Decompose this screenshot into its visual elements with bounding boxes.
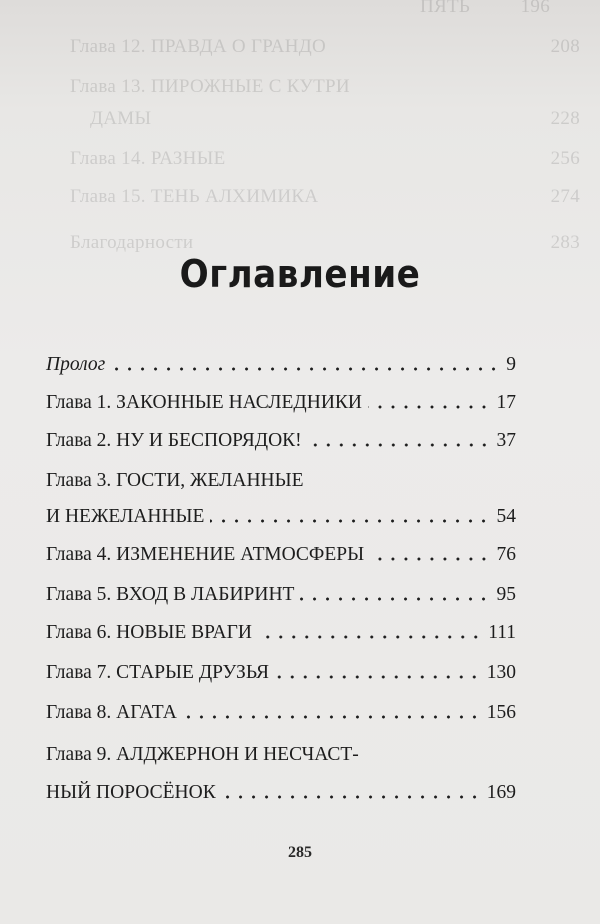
toc-entry-page: 130 — [486, 662, 516, 683]
toc-entry-label: Глава 8. АГАТА — [46, 702, 177, 723]
ghost-line-4: Глава 14. РАЗНЫЕ 256 — [70, 148, 580, 169]
toc-entry-prologue — [46, 348, 516, 378]
toc-entry-chapter-2 — [46, 424, 516, 454]
dot-leader — [368, 396, 491, 410]
toc-entry-label: Глава 6. НОВЫЕ ВРАГИ — [46, 622, 252, 643]
toc-entry-label: Глава 4. ИЗМЕНЕНИЕ АТМОСФЕРЫ — [46, 544, 365, 565]
toc-entry-chapter-1 — [46, 386, 516, 416]
dot-leader — [210, 510, 490, 524]
dot-leader — [258, 626, 482, 640]
toc-entry-chapter-6 — [46, 616, 516, 646]
toc-entry-label: И НЕЖЕЛАННЫЕ — [46, 506, 205, 527]
toc-entry-chapter-9-line-1: Глава 9. АЛДЖЕРНОН И НЕСЧАСТ- — [46, 744, 359, 765]
toc-entry-chapter-8 — [46, 696, 516, 726]
toc-entry-label: НЫЙ ПОРОСЁНОК — [46, 782, 216, 803]
page-number: 285 — [288, 844, 312, 861]
toc-entry-label: Пролог — [46, 354, 106, 375]
dot-leader — [300, 588, 490, 602]
toc-entry-page: 156 — [486, 702, 516, 723]
dot-leader — [111, 358, 500, 372]
ghost-line-1: Глава 12. ПРАВДА О ГРАНДО 208 — [70, 36, 580, 57]
dot-leader — [183, 706, 481, 720]
toc-entry-chapter-3-line-1: Глава 3. ГОСТИ, ЖЕЛАННЫЕ — [46, 470, 304, 491]
toc-entry-label: Глава 2. НУ И БЕСПОРЯДОК! — [46, 430, 302, 451]
toc-entry-page: 95 — [496, 584, 516, 605]
dot-leader — [308, 434, 491, 448]
dot-leader — [370, 548, 490, 562]
toc-entry-chapter-3 — [46, 500, 516, 530]
toc-entry-chapter-5 — [46, 578, 516, 608]
toc-entry-page: 111 — [488, 622, 516, 643]
toc-entry-chapter-7 — [46, 656, 516, 686]
toc-entry-label: Глава 7. СТАРЫЕ ДРУЗЬЯ — [46, 662, 269, 683]
toc-entry-label: Глава 1. ЗАКОННЫЕ НАСЛЕДНИКИ — [46, 392, 362, 413]
toc-entry-page: 54 — [496, 506, 516, 527]
toc-entry-chapter-4 — [46, 538, 516, 568]
bleed-through-text — [0, 0, 600, 270]
dot-leader — [275, 666, 481, 680]
ghost-line-2: Глава 13. ПИРОЖНЫЕ С КУТРИ — [70, 76, 350, 97]
page-title: Оглавление — [179, 252, 421, 296]
toc-entry-page: 37 — [496, 430, 516, 451]
toc-entry-chapter-9 — [46, 776, 516, 806]
toc-entry-label: Глава 5. ВХОД В ЛАБИРИНТ — [46, 584, 295, 605]
dot-leader — [222, 786, 481, 800]
ghost-line-0: ПЯТЬ 196 — [420, 0, 550, 17]
toc-entry-page: 76 — [496, 544, 516, 565]
toc-entry-page: 169 — [486, 782, 516, 803]
ghost-line-6: Благодарности 283 — [70, 232, 580, 253]
ghost-line-5: Глава 15. ТЕНЬ АЛХИМИКА 274 — [70, 186, 580, 207]
toc-entry-page: 9 — [506, 354, 516, 375]
ghost-line-3: ДАМЫ 228 — [90, 108, 580, 129]
toc-entry-page: 17 — [496, 392, 516, 413]
